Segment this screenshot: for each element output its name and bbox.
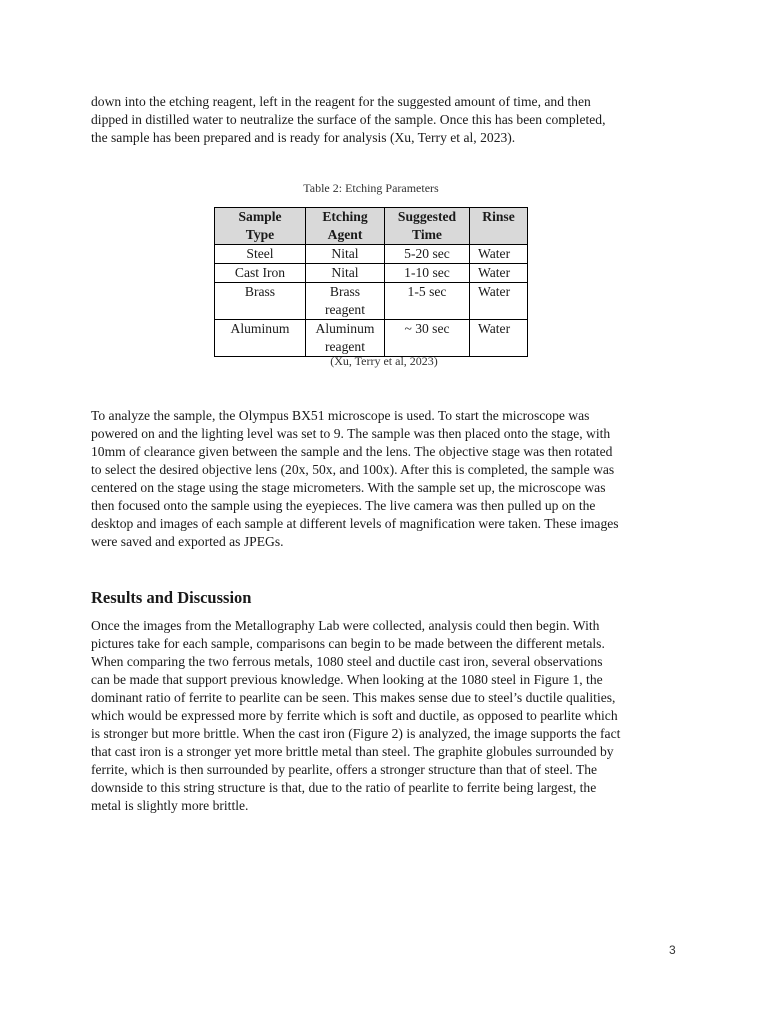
text-line: To analyze the sample, the Olympus BX51 microscope is used. To start the microscope was <box>91 408 590 423</box>
intro-paragraph <box>91 93 681 147</box>
text-line: downside to this string structure is that, due to the ratio of pearlite to ferrite being largest, the <box>91 780 597 795</box>
table-header-row <box>215 208 528 245</box>
table-row <box>215 283 528 320</box>
table-row <box>215 245 528 264</box>
cell-rinse: Water <box>470 320 528 357</box>
header-text: Suggested <box>397 209 457 224</box>
text-line: is stronger but more brittle. When the cast iron (Figure 2) is analyzed, the image supports the fact <box>91 726 621 741</box>
cell-rinse: Water <box>470 283 528 320</box>
cell-sample: Brass <box>215 283 306 320</box>
text-line: the sample has been prepared and is ready for analysis (Xu, Terry et al, 2023). <box>91 130 516 145</box>
text-line: can be made that support previous knowledge. When looking at the 1080 steel in Figure 1, the <box>91 672 603 687</box>
header-sample-type <box>215 208 306 245</box>
etching-parameters-table <box>214 207 528 357</box>
text-line: pictures take for each sample, comparisons can begin to be made between the different metals. <box>91 636 605 651</box>
cell-sample: Cast Iron <box>215 264 306 283</box>
header-text: Rinse <box>482 209 515 224</box>
table-source-citation: (Xu, Terry et al, 2023) <box>330 354 438 368</box>
cell-time: 1-10 sec <box>385 264 470 283</box>
cell-rinse: Water <box>470 245 528 264</box>
text-line: ferrite, which is then surrounded by pearlite, offers a stronger structure than that of steel. The <box>91 762 598 777</box>
text-line: Once the images from the Metallography Lab were collected, analysis could then begin. With <box>91 618 600 633</box>
table-row <box>215 320 528 357</box>
cell-agent: Nital <box>306 245 385 264</box>
header-rinse <box>470 208 528 245</box>
header-text: Agent <box>327 227 363 242</box>
text-line: desktop and images of each sample at different levels of magnification were taken. These images <box>91 516 619 531</box>
cell-sample: Steel <box>215 245 306 264</box>
text-line: to select the desired objective lens (20x, 50x, and 100x). After this is completed, the sample was <box>91 462 615 477</box>
text-line: centered on the stage using the stage micrometers. With the sample set up, the microscope was <box>91 480 606 495</box>
cell-agent <box>306 283 385 320</box>
cell-sample: Aluminum <box>215 320 306 357</box>
table-caption: Table 2: Etching Parameters <box>303 181 439 195</box>
text-line: When comparing the two ferrous metals, 1080 steel and ductile cast iron, several observations <box>91 654 603 669</box>
cell-text: reagent <box>325 302 365 317</box>
header-suggested-time <box>385 208 470 245</box>
cell-text: Aluminum <box>315 321 375 336</box>
analysis-paragraph <box>91 407 681 551</box>
text-line: were saved and exported as JPEGs. <box>91 534 284 549</box>
header-text: Sample <box>238 209 282 224</box>
cell-time: ~ 30 sec <box>385 320 470 357</box>
header-etching-agent <box>306 208 385 245</box>
text-line: then focused onto the sample using the eyepieces. The live camera was then pulled up on the <box>91 498 596 513</box>
header-text: Time <box>412 227 442 242</box>
cell-agent: Nital <box>306 264 385 283</box>
page-number: 3 <box>669 943 676 957</box>
cell-text: reagent <box>325 339 365 354</box>
results-paragraph <box>91 617 681 815</box>
header-text: Type <box>245 227 275 242</box>
header-text: Etching <box>322 209 368 224</box>
text-line: 10mm of clearance given between the sample and the lens. The objective stage was then rotated <box>91 444 613 459</box>
text-line: that cast iron is a stronger yet more brittle metal than steel. The graphite globules surrounded by <box>91 744 614 759</box>
section-heading: Results and Discussion <box>91 588 252 607</box>
cell-time: 5-20 sec <box>385 245 470 264</box>
text-line: dipped in distilled water to neutralize the surface of the sample. Once this has been completed, <box>91 112 606 127</box>
text-line: which would be expressed more by ferrite which is soft and ductile, as opposed to pearlite which <box>91 708 618 723</box>
text-line: powered on and the lighting level was set to 9. The sample was then placed onto the stage, with <box>91 426 611 441</box>
text-line: metal is slightly more brittle. <box>91 798 249 813</box>
cell-time: 1-5 sec <box>385 283 470 320</box>
cell-text: Brass <box>329 284 361 299</box>
table-row <box>215 264 528 283</box>
text-line: dominant ratio of ferrite to pearlite can be seen. This makes sense due to steel’s ductile qualities, <box>91 690 616 705</box>
cell-rinse: Water <box>470 264 528 283</box>
text-line: down into the etching reagent, left in the reagent for the suggested amount of time, and then <box>91 94 591 109</box>
cell-agent <box>306 320 385 357</box>
